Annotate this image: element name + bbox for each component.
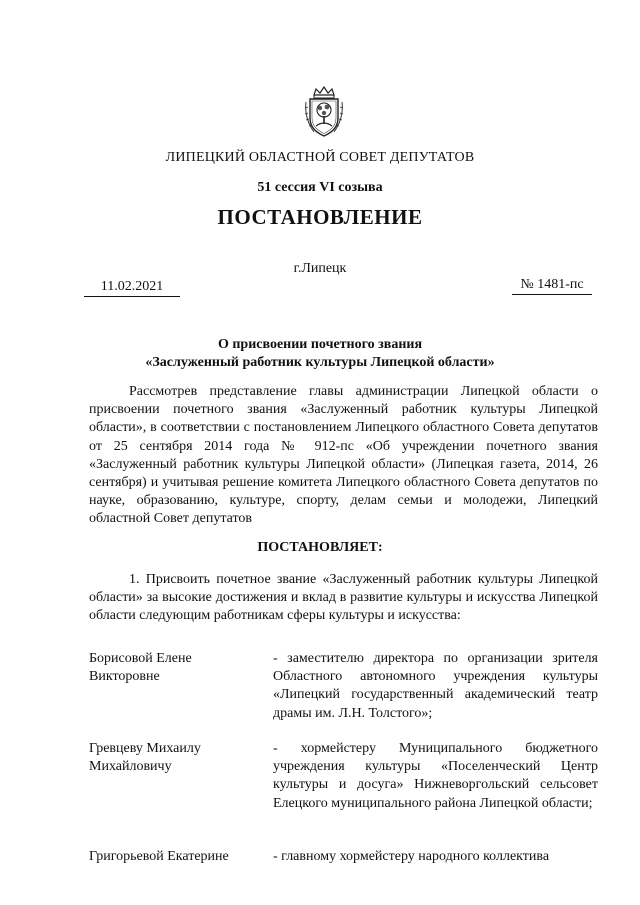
- awardee-position: - главному хормейстеру народного коллектива: [273, 849, 550, 864]
- awardee-name-line-1: Григорьевой Екатерине: [89, 849, 229, 864]
- document-type-heading: ПОСТАНОВЛЕНИЕ: [217, 205, 423, 229]
- lipetsk-coat-of-arms-icon: [302, 86, 346, 138]
- awardee-name-line-2: Михайловичу: [89, 759, 172, 775]
- document-date: 11.02.2021: [84, 279, 180, 297]
- awardee-position: - хормейстеру Муниципального бюджетного учреждения культуры «Поселенческий Центр культуры и досуга» Нижневоргольский сельсовет Елецкого муниципального района Липецкой области;: [273, 741, 598, 811]
- document-subject: [0, 336, 640, 372]
- city-label: г.Липецк: [293, 261, 347, 276]
- awardee-name: [89, 650, 259, 686]
- awardee-position: - заместителю директора по организации зрителя Областного автономного учреждения культуры «Липецкий государственный академический театр драмы им. Л.Н. Толстого»;: [273, 651, 598, 721]
- document-number: № 1481-пс: [512, 277, 592, 295]
- point-1-paragraph: 1. Присвоить почетное звание «Заслуженный работник культуры Липецкой области» за высокие достижения и вклад в развитие культуры и искусства Липецкой области следующим работникам сферы культуры и искусства:: [89, 572, 598, 624]
- awardee-name: [89, 740, 259, 776]
- council-title: ЛИПЕЦКИЙ ОБЛАСТНОЙ СОВЕТ ДЕПУТАТОВ: [165, 150, 475, 165]
- subject-line-2: «Заслуженный работник культуры Липецкой области»: [145, 355, 495, 370]
- decree-heading: ПОСТАНОВЛЯЕТ:: [257, 540, 383, 555]
- subject-line-1: О присвоении почетного звания: [217, 337, 423, 352]
- awardee-name-line-2: Викторовне: [89, 669, 160, 685]
- preamble-paragraph: Рассмотрев представление главы администрации Липецкой области о присвоении почетного звания «Заслуженный работник культуры Липецкой области», в соответствии с постановлением Липецкого областного Совета депутатов от 25 сентября 2014 года № 912-пс «Об учреждении почетного звания «Заслуженный работник культуры Липецкой области» (Липецкая газета, 2014, 26 сентября) и учитывая решение комитета Липецкого областного Совета депутатов по науке, образованию, культуре, спорту, делам семьи и молодежи, Липецкий областной Совет депутатов: [89, 384, 598, 527]
- session-label: 51 сессия VI созыва: [257, 180, 383, 195]
- awardee-name-line-1: Борисовой Елене: [89, 651, 192, 666]
- awardee-name: [89, 848, 259, 866]
- awardee-name-line-1: Гревцеву Михаилу: [89, 741, 201, 756]
